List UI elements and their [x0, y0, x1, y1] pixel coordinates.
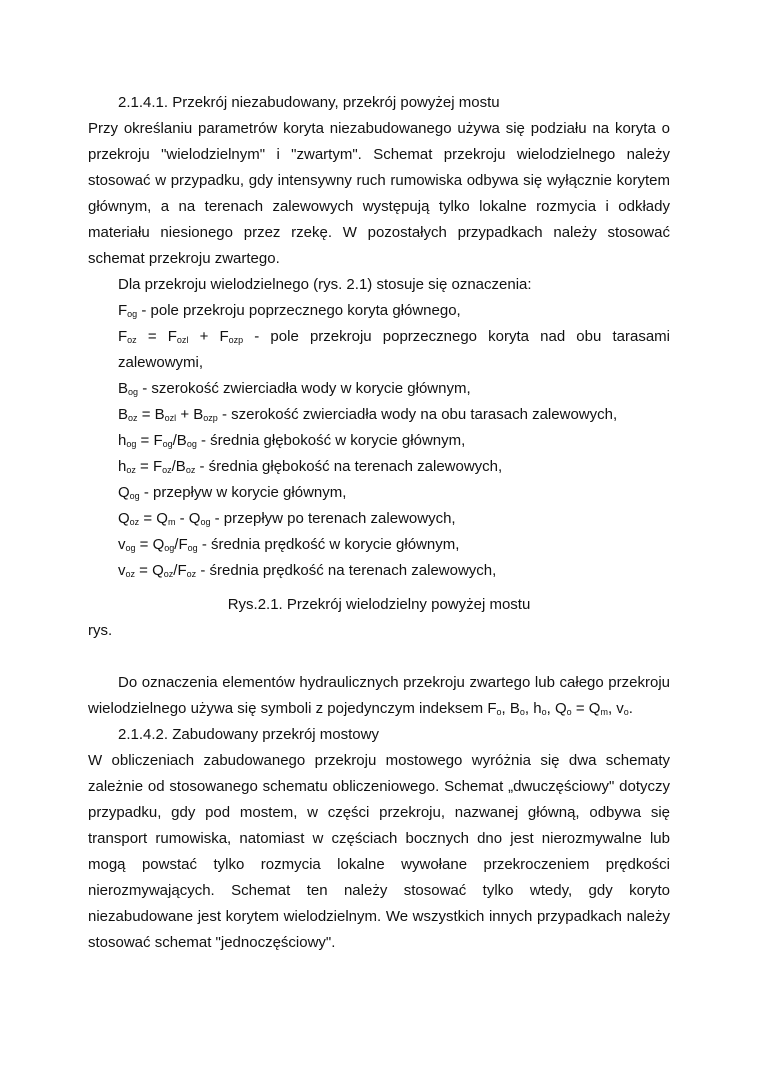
definition-item: $h_{oz} = F_{oz}/B_{oz}$ - średnia głębokość na terenach zalewowych,	[118, 458, 503, 475]
definition-item: $B_{oz} = B_{ozl} + B_{ozp}$ - szerokość zwierciadła wody na obu tarasach zalewowych,	[118, 406, 618, 423]
document-page	[88, 90, 670, 956]
paragraph-symbols: Do oznaczenia elementów hydraulicznych przekroju zwartego lub całego przekroju wielodzielnego używa się symboli z pojedynczym indeksem $F_o$, $B_o$, $h_o$, $Q_o = Q_m$, $v_o$.	[88, 674, 670, 717]
definition-item: $F_{oz} = F_{ozl} + F_{ozp}$ - pole przekroju poprzecznego koryta nad obu tarasami zalewowymi,	[118, 328, 670, 371]
section2-paragraph: W obliczeniach zabudowanego przekroju mostowego wyróżnia się dwa schematy zależnie od stosowanego schematu obliczeniowego. Schemat „dwuczęściowy" dotyczy przypadku, gdy pod mostem, w części przekroju, nazwanej główną, odbywa się transport rumowiska, natomiast w częściach bocznych dno jest nierozmywalne lub mogą powstać tylko rozmycia lokalne wywołane przekroczeniem prędkości nierozmywających. Schemat ten należy stosować tylko wtedy, gdy koryto niezabudowane jest korytem wielodzielnym. We wszystkich innych przypadkach należy stosować schemat "jednoczęściowy".	[88, 752, 670, 951]
definition-item: $B_{og}$ - szerokość zwierciadła wody w korycie głównym,	[118, 380, 471, 397]
definition-item: $Q_{oz} = Q_m - Q_{og}$ - przepływ po terenach zalewowych,	[118, 510, 456, 527]
section-heading-2-1-4-2: 2.1.4.2. Zabudowany przekrój mostowy	[118, 726, 379, 743]
section-heading-2-1-4-1: 2.1.4.1. Przekrój niezabudowany, przekrój powyżej mostu	[118, 94, 500, 111]
definitions-list	[88, 298, 670, 584]
definition-item: $v_{og} = Q_{og}/F_{og}$ - średnia prędkość w korycie głównym,	[118, 536, 460, 553]
definition-item: $v_{oz} = Q_{oz}/F_{oz}$ - średnia prędkość na terenach zalewowych,	[118, 562, 497, 579]
definition-item: $h_{og} = F_{og}/B_{og}$ - średnia głębokość w korycie głównym,	[118, 432, 466, 449]
figure-placeholder: rys.	[88, 622, 113, 639]
figure-caption: Rys.2.1. Przekrój wielodzielny powyżej mostu	[227, 596, 531, 613]
definitions-intro: Dla przekroju wielodzielnego (rys. 2.1) stosuje się oznaczenia:	[118, 276, 532, 293]
definition-item: $F_{og}$ - pole przekroju poprzecznego koryta głównego,	[118, 302, 461, 319]
definition-item: $Q_{og}$ - przepływ w korycie głównym,	[118, 484, 347, 501]
section1-paragraph: Przy określaniu parametrów koryta niezabudowanego używa się podziału na koryta o przekroju "wielodzielnym" i "zwartym". Schemat przekroju wielodzielnego należy stosować w przypadku, gdy intensywny ruch rumowiska odbywa się wyłącznie korytem głównym, a na terenach zalewowych występują tylko lokalne rozmycia i odkłady materiału niesionego przez rzekę. W pozostałych przypadkach należy stosować schemat przekroju zwartego.	[88, 120, 670, 267]
